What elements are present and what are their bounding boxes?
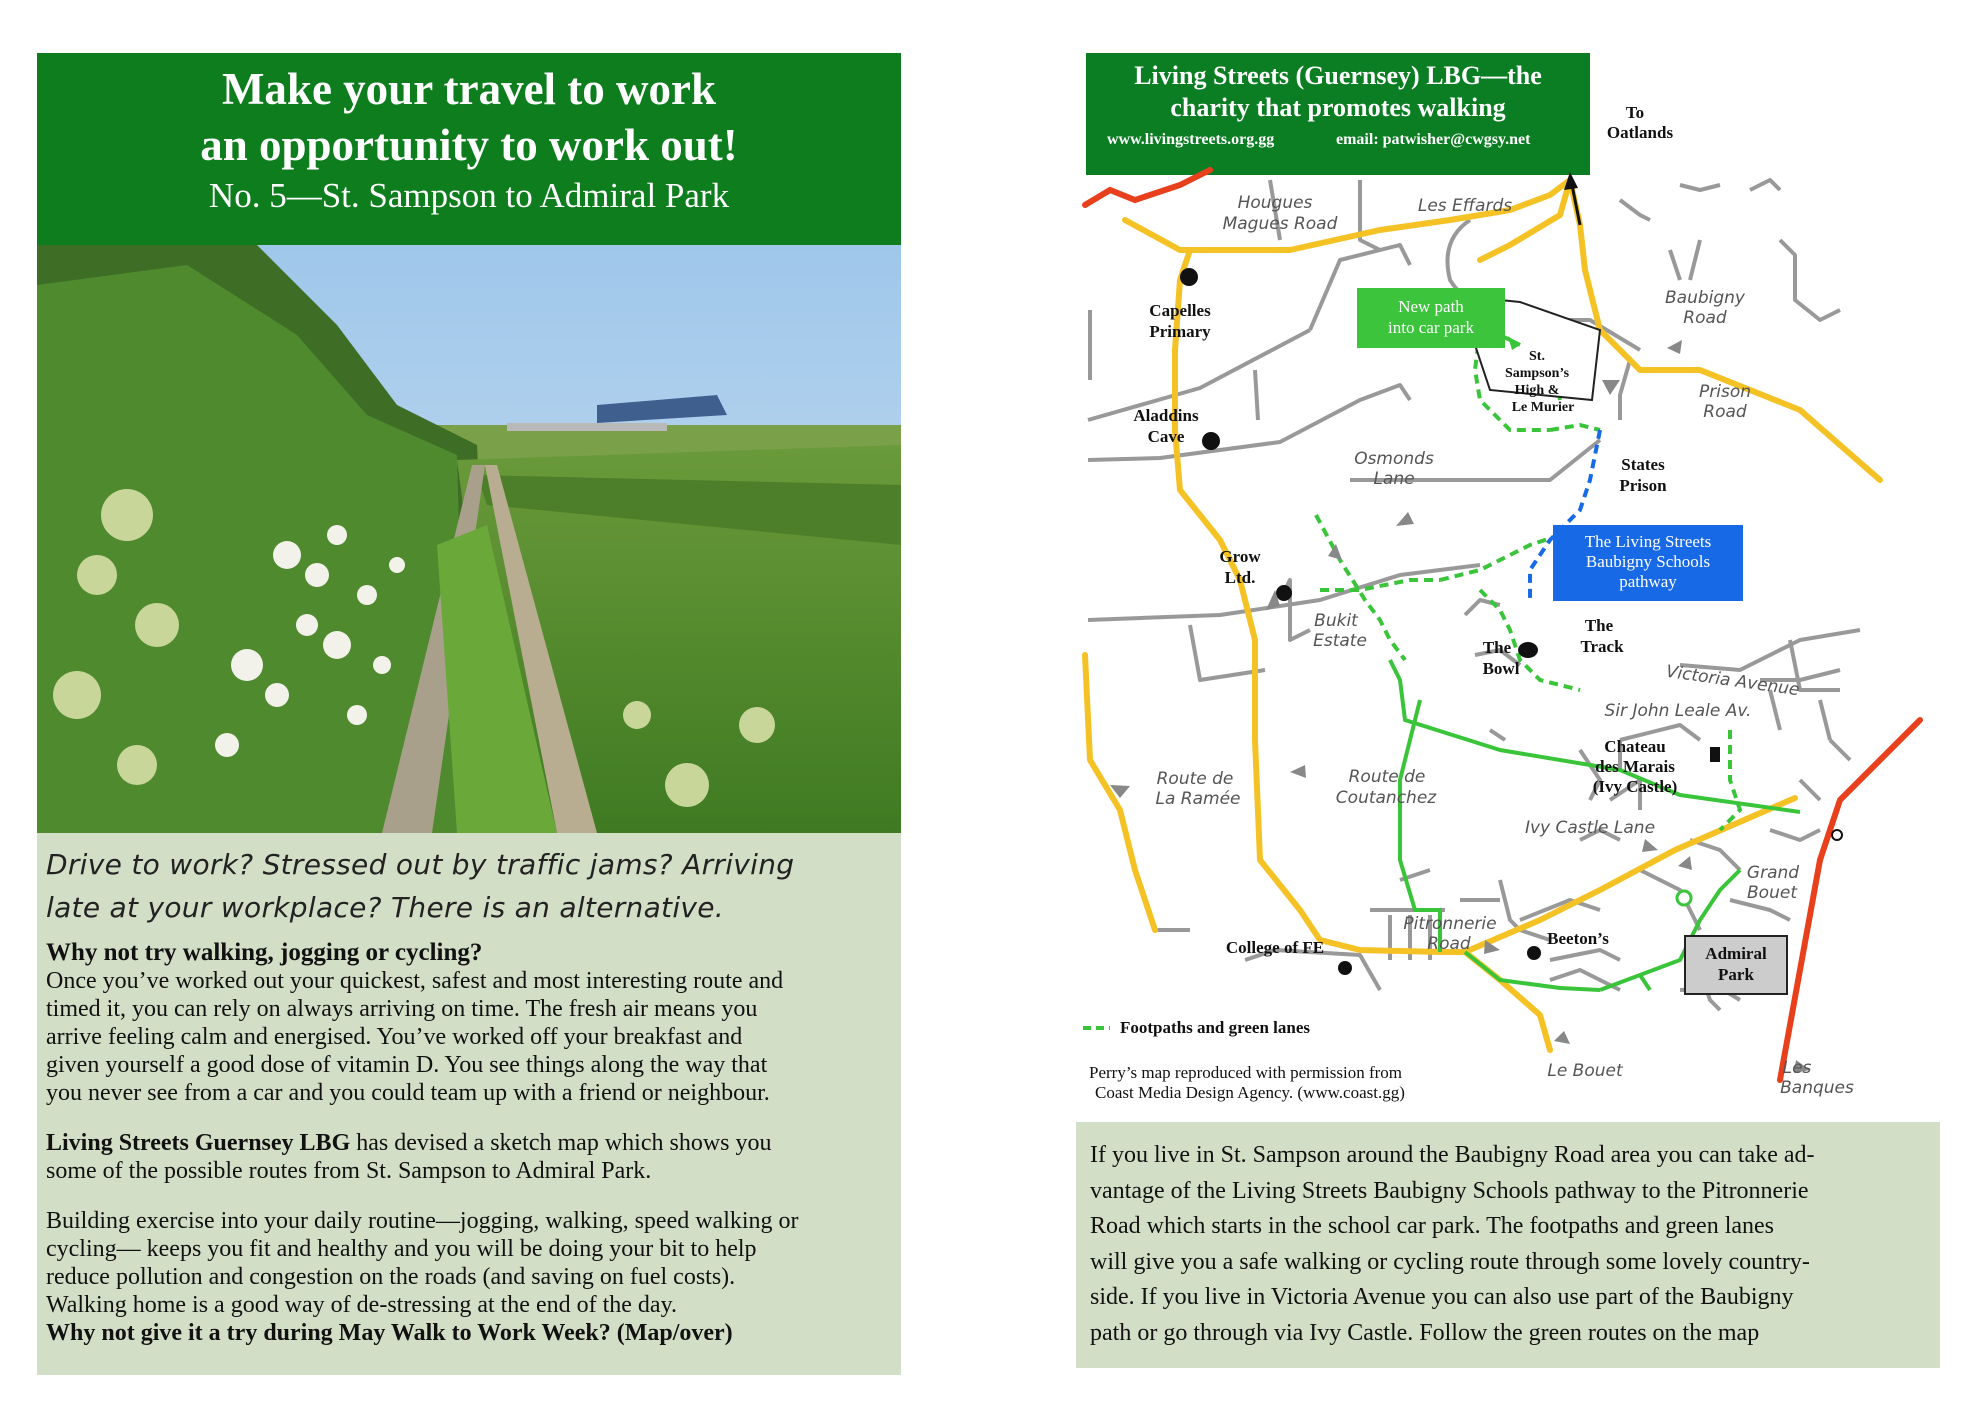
map-label: Ltd. <box>1224 568 1256 587</box>
map-label: Oatlands <box>1606 123 1674 142</box>
landmark-dot-icon <box>1518 642 1538 658</box>
section-heading: Why not try walking, jogging or cycling? <box>46 939 483 966</box>
road-label: Bouet <box>1747 883 1797 903</box>
road-label: Prison <box>1699 382 1751 402</box>
road-label: Road <box>1703 402 1747 422</box>
road-label: Road <box>1683 308 1727 328</box>
map-label: Bowl <box>1482 659 1520 678</box>
map-credit: Perry’s map reproduced with permission from <box>1089 1063 1403 1082</box>
map-label: Track <box>1580 637 1624 656</box>
map-label: Beeton’s <box>1547 929 1609 948</box>
road-label: Les Effards <box>1417 196 1513 216</box>
road-label: Le Bouet <box>1547 1061 1623 1081</box>
road-label: Road <box>1427 934 1471 954</box>
map-label: States <box>1621 455 1665 474</box>
road-label: Osmonds <box>1354 449 1434 469</box>
landmark-dot-icon <box>1180 268 1198 286</box>
intro-line: late at your workplace? There is an alternative. <box>46 891 724 924</box>
pointer-arrow-icon <box>1554 1031 1570 1044</box>
intro-line: Drive to work? Stressed out by traffic jams? Arriving <box>46 848 795 881</box>
road-label: Banques <box>1780 1078 1854 1098</box>
paragraph: Once you’ve worked out your quickest, safest and most interesting route and timed it, you can rely on always arriving on time. The fresh air means you arrive feeling calm and energised. You’ve worked off your breakfast and given yourself a good dose of vitamin D. You see things along the way that you never see from a car and you could team up with a friend or neighbour. <box>46 968 784 1106</box>
map-header-email: email: patwisher@cwgsy.net <box>1336 131 1531 148</box>
map-label: New path <box>1398 297 1464 316</box>
footpath-photo <box>37 245 901 833</box>
road-label: Grand <box>1746 863 1800 883</box>
paragraph: Living Streets Guernsey LBG has devised a sketch map which shows you some of the possible routes from St. Sampson to Admiral Park. <box>46 1130 772 1184</box>
intro-panel <box>37 833 901 1375</box>
map-label: Admiral <box>1705 944 1767 963</box>
closing-line: Why not give it a try during May Walk to Work Week? (Map/over) <box>46 1320 733 1346</box>
road-label: Pitronnerie <box>1403 914 1497 934</box>
map-label: Cave <box>1147 427 1185 446</box>
pointer-arrow-icon <box>1678 856 1692 870</box>
road-label: Baubigny <box>1665 288 1745 308</box>
org-name: Living Streets Guernsey LBG <box>46 1130 351 1156</box>
map-label: des Marais <box>1595 757 1675 776</box>
map-label: High & <box>1514 383 1560 398</box>
map-label: Prison <box>1619 476 1667 495</box>
road-label: La Ramée <box>1155 789 1241 809</box>
map-label: Primary <box>1149 322 1211 341</box>
pointer-arrow-icon <box>1602 380 1620 395</box>
road-label: Magues Road <box>1222 214 1338 234</box>
landmark-dot-icon <box>1276 585 1292 601</box>
pointer-arrow-icon <box>1667 340 1682 354</box>
map-header-line: charity that promotes walking <box>1170 93 1506 122</box>
landmark-dot-icon <box>1527 946 1541 960</box>
map-label: Park <box>1718 965 1754 984</box>
map-label: into car park <box>1388 318 1474 337</box>
landmark-dot-icon <box>1202 432 1220 450</box>
map-label: The <box>1584 616 1614 635</box>
pointer-arrow-icon <box>1328 544 1342 560</box>
road-label: Bukit <box>1314 611 1358 631</box>
road-label: Victoria Avenue <box>1664 661 1801 701</box>
map-header-line: Living Streets (Guernsey) LBG—the <box>1134 61 1542 90</box>
headline: Make your travel to work an opportunity to work out! <box>200 64 738 170</box>
junction-icon <box>1832 830 1842 840</box>
road-label: Route de <box>1156 769 1234 789</box>
road-label: Lane <box>1373 469 1415 489</box>
map-label: Grow <box>1219 547 1261 566</box>
route-subtitle: No. 5—St. Sampson to Admiral Park <box>208 176 730 215</box>
map-label: Le Murier <box>1511 400 1575 415</box>
map-label: Aladdins <box>1133 406 1199 425</box>
map-header-web: www.livingstreets.org.gg <box>1107 131 1275 148</box>
map-label: The Living Streets <box>1584 532 1712 551</box>
route-map <box>1080 40 1930 1120</box>
road-label: Sir John Leale Av. <box>1604 701 1752 721</box>
castle-icon <box>1710 747 1720 762</box>
map-label: Baubigny Schools <box>1585 552 1711 571</box>
road-label: Coutanchez <box>1335 788 1437 808</box>
road-label: Estate <box>1313 631 1367 651</box>
map-label: Sampson’s <box>1504 366 1570 381</box>
legend-label: Footpaths and green lanes <box>1120 1018 1311 1037</box>
road-label: Ivy Castle Lane <box>1524 818 1656 838</box>
paragraph: Building exercise into your daily routine—jogging, walking, speed walking or cycling— keeps you fit and healthy and you will be doing your bit to help reduce pollution and congestion on the roads (and saving on fuel costs). Walking home is a good way of de-stressing at the end of the day. <box>46 1208 799 1318</box>
pointer-arrow-icon <box>1290 765 1306 778</box>
leaflet-header <box>37 53 901 245</box>
roundabout-icon <box>1677 891 1691 905</box>
paragraph: If you live in St. Sampson around the Baubigny Road area you can take ad- vantage of the Living Streets Baubigny Schools pathway to the Pitronnerie Road which starts in the school car park. The footpaths and green lanes will give you a safe walking or cycling route through some lovely country- side. If you live in Victoria Avenue you can also use part of the Baubigny path or go through via Ivy Castle. Follow the green routes on the map <box>1090 1142 1815 1346</box>
map-label: To <box>1625 103 1645 122</box>
route-description-panel <box>1076 1122 1940 1368</box>
map-label: pathway <box>1619 572 1677 591</box>
map-label: The <box>1482 638 1512 657</box>
map-credit: Coast Media Design Agency. (www.coast.gg) <box>1095 1083 1405 1102</box>
map-label: Chateau <box>1604 737 1666 756</box>
map-label: College of FE <box>1225 938 1325 957</box>
landmark-dot-icon <box>1338 961 1352 975</box>
road-label: Route de <box>1348 767 1426 787</box>
pointer-arrow-icon <box>1396 512 1414 526</box>
road-label: Les <box>1782 1058 1812 1078</box>
pointer-arrow-icon <box>1642 839 1658 852</box>
road-label: Hougues <box>1237 193 1313 213</box>
map-label: St. <box>1529 349 1545 364</box>
map-label: Capelles <box>1149 301 1211 320</box>
map-label: (Ivy Castle) <box>1592 777 1678 796</box>
